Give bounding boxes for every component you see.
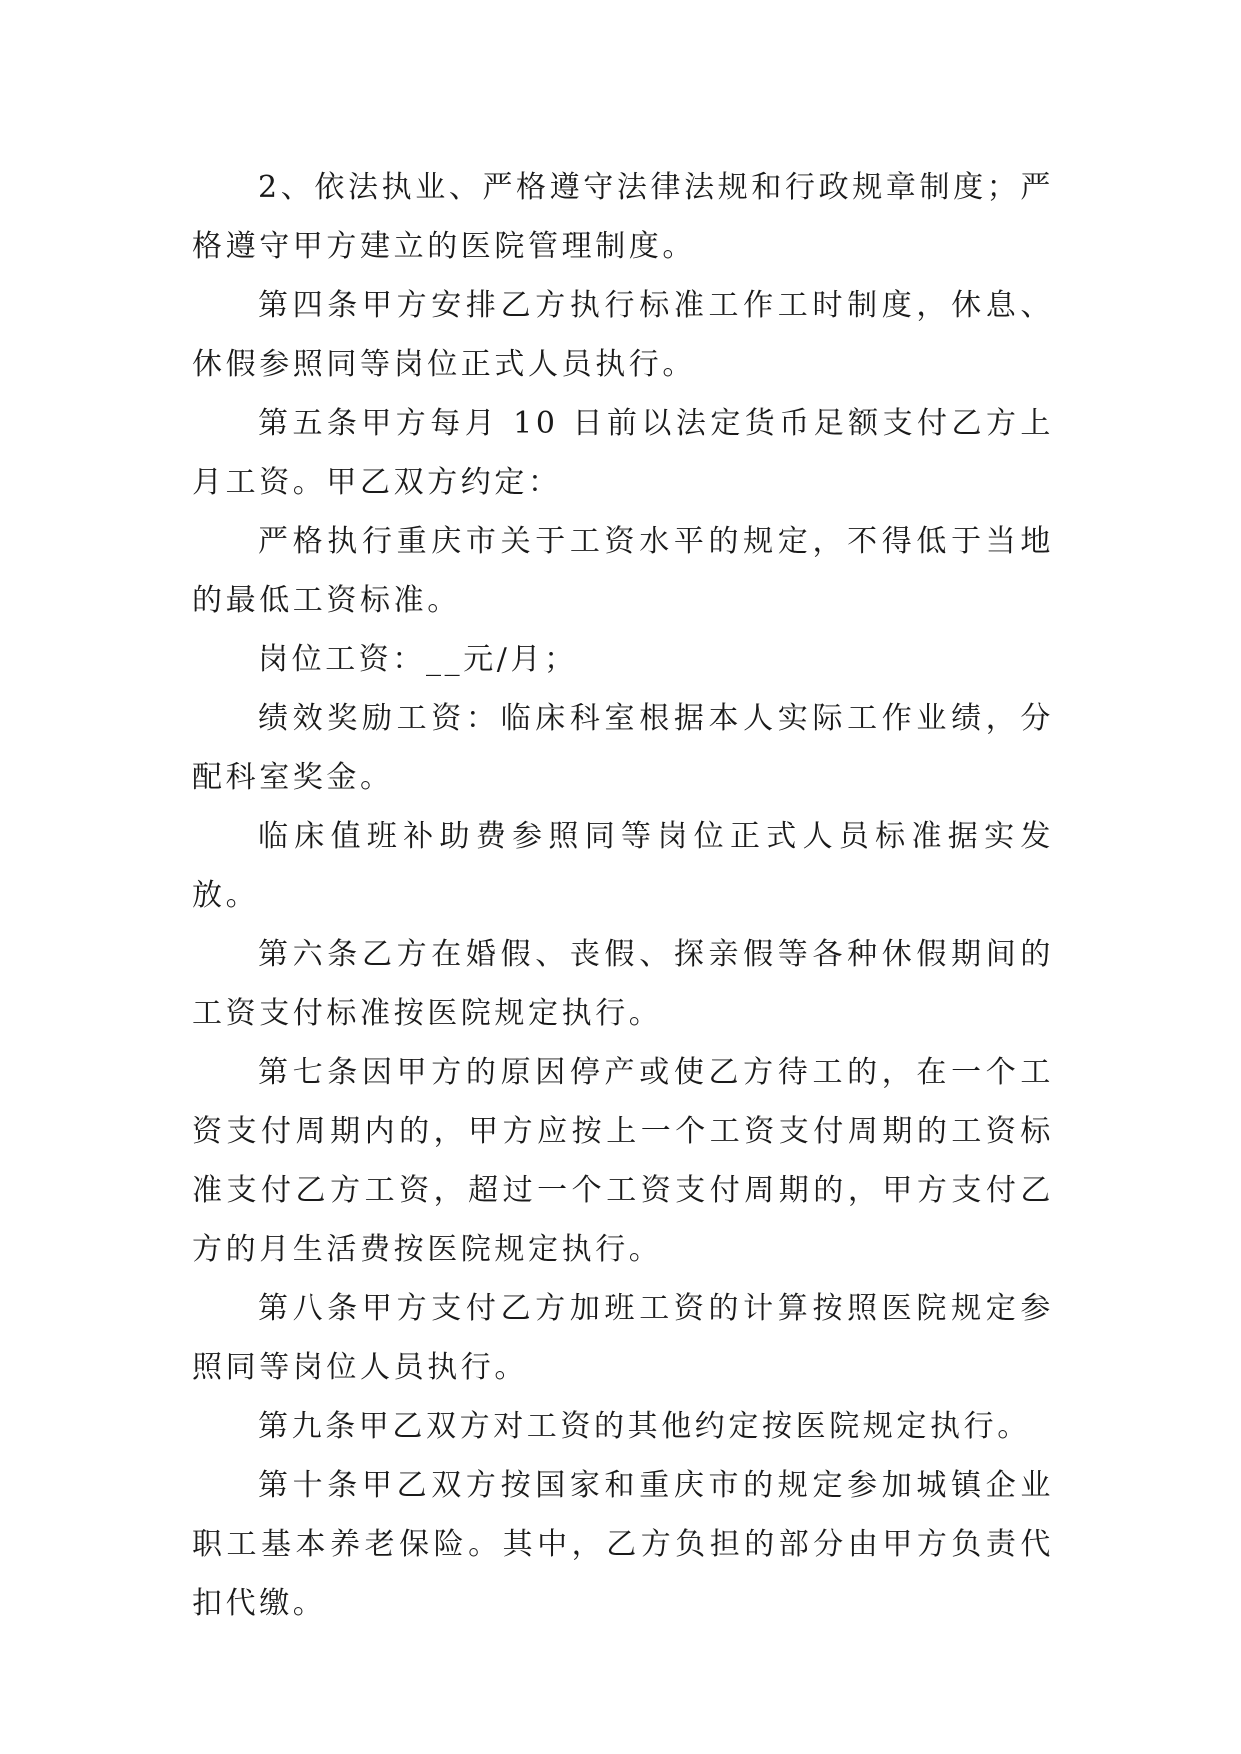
paragraph-article-6: 第六条乙方在婚假、丧假、探亲假等各种休假期间的工资支付标准按医院规定执行。	[192, 937, 1054, 1031]
paragraph-performance-bonus: 绩效奖励工资：临床科室根据本人实际工作业绩，分配科室奖金。	[192, 701, 1054, 795]
paragraph-article-4: 第四条甲方安排乙方执行标准工作工时制度，休息、休假参照同等岗位正式人员执行。	[192, 288, 1054, 382]
paragraph-article-8: 第八条甲方支付乙方加班工资的计算按照医院规定参照同等岗位人员执行。	[192, 1291, 1054, 1385]
paragraph-article-7: 第七条因甲方的原因停产或使乙方待工的，在一个工资支付周期内的，甲方应按上一个工资支付周期的工资标准支付乙方工资，超过一个工资支付周期的，甲方支付乙方的月生活费按医院规定执行。	[192, 1055, 1054, 1267]
paragraph-article-10: 第十条甲乙双方按国家和重庆市的规定参加城镇企业职工基本养老保险。其中，乙方负担的部分由甲方负责代扣代缴。	[192, 1468, 1054, 1621]
document-body	[192, 158, 1054, 1633]
paragraph-duty-allowance: 临床值班补助费参照同等岗位正式人员标准据实发放。	[192, 819, 1054, 913]
paragraph-article-5: 第五条甲方每月 10 日前以法定货币足额支付乙方上月工资。甲乙双方约定：	[192, 406, 1054, 500]
paragraph-post-salary: 岗位工资：__元/月；	[258, 642, 578, 677]
paragraph-clause-3-item-2: 2、依法执业、严格遵守法律法规和行政规章制度；严格遵守甲方建立的医院管理制度。	[192, 170, 1054, 264]
paragraph-minimum-wage: 严格执行重庆市关于工资水平的规定，不得低于当地的最低工资标准。	[192, 524, 1054, 618]
paragraph-article-9: 第九条甲乙双方对工资的其他约定按医院规定执行。	[258, 1409, 1031, 1444]
